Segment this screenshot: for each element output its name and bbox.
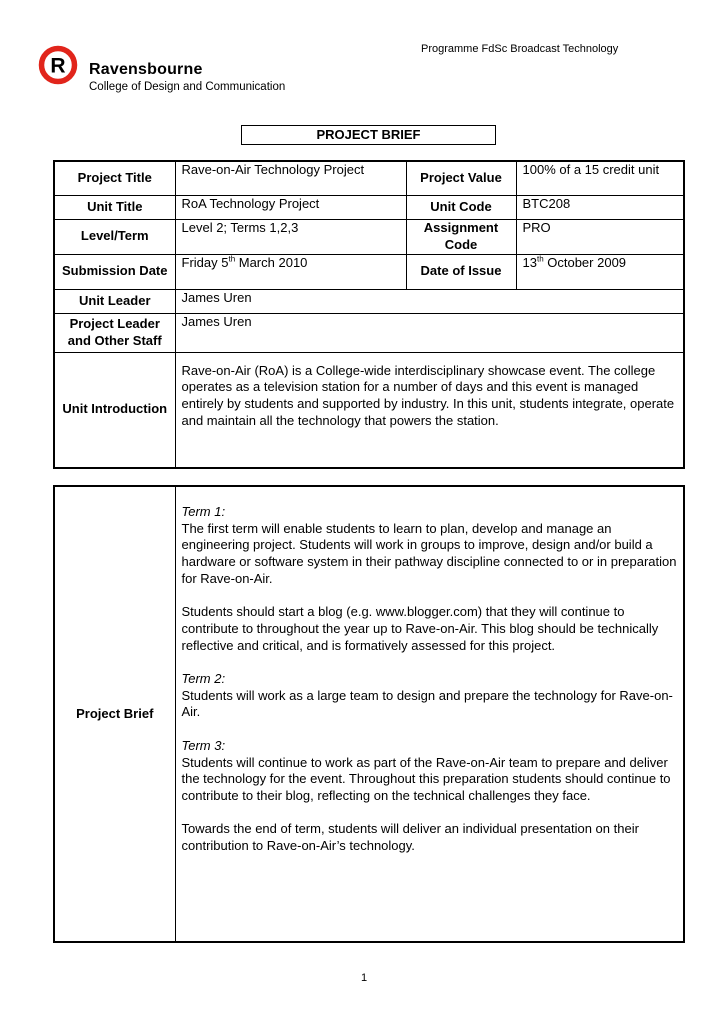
logo-name: Ravensbourne [89,61,203,78]
table-row [54,486,684,942]
unit-introduction-text: Rave-on-Air (RoA) is a College-wide interdisciplinary showcase event. The college operates as a television station for a number of days and this event is managed entirely by students and supported by industry. In this unit, students integrate, operate and maintain all the technology that powers the station. [175,352,684,468]
project-details-table [53,160,685,469]
unit-code-label: Unit Code [406,195,516,219]
unit-leader-value: James Uren [175,289,684,313]
project-leader-label: Project Leader and Other Staff [54,313,175,352]
project-title-label: Project Title [54,161,175,195]
term3-text: Students will continue to work as part of the Rave-on-Air team to prepare and deliver the technology for the event. Throughout this preparation students should continue to contribute to their blog, reflecting on the technical challenges they face. [181,754,671,803]
table-row [54,219,684,254]
project-leader-value: James Uren [175,313,684,352]
project-brief-title: PROJECT BRIEF [241,125,496,145]
project-value-value: 100% of a 15 credit unit [516,161,684,195]
unit-code-value: BTC208 [516,195,684,219]
table-row [54,161,684,195]
assignment-code-label: Assignment Code [406,219,516,254]
term3-section [182,738,680,805]
table-row [54,254,684,289]
ravensbourne-logo-icon [38,45,78,85]
unit-introduction-label: Unit Introduction [54,352,175,468]
logo-letter: R [50,54,66,78]
submission-date-value: Friday 5th March 2010 [175,254,406,289]
term2-text: Students will work as a large team to design and prepare the technology for Rave-on-Air. [181,687,673,720]
page-number: 1 [361,972,368,984]
closing-paragraph: Towards the end of term, students will deliver an individual presentation on their contribution to Rave-on-Air’s technology. [181,821,639,853]
table-row [54,195,684,219]
submission-date-label: Submission Date [54,254,175,289]
table-row [54,352,684,468]
term2-heading: Term 2: [181,671,226,686]
term1-heading: Term 1: [181,504,226,519]
table-row [54,289,684,313]
date-of-issue-value: 13th October 2009 [516,254,684,289]
unit-title-label: Unit Title [54,195,175,219]
unit-title-value: RoA Technology Project [175,195,406,219]
project-value-label: Project Value [406,161,516,195]
blog-paragraph: Students should start a blog (e.g. www.blogger.com) that they will continue to contribute to throughout the year up to Rave-on-Air. This blog should be technically reflective and critical, and is formatively assessed for this project. [181,604,659,653]
programme-header: Programme FdSc Broadcast Technology [421,43,619,55]
project-title-value: Rave-on-Air Technology Project [175,161,406,195]
project-brief-table [53,485,685,943]
term3-heading: Term 3: [181,737,226,753]
level-term-label: Level/Term [54,219,175,254]
project-brief-content [175,486,684,942]
date-of-issue-label: Date of Issue [406,254,516,289]
project-brief-label: Project Brief [54,486,175,942]
table-row [54,313,684,352]
logo-subtitle: College of Design and Communication [89,81,286,93]
term2-section [182,671,680,721]
level-term-value: Level 2; Terms 1,2,3 [175,219,406,254]
unit-leader-label: Unit Leader [54,289,175,313]
term1-text: The first term will enable students to learn to plan, develop and manage an engineering project. Students will work in groups to improve, design and/or build a hardware or software system in their pathway discipline connected to or in preparation for Rave-on-Air. [181,520,677,586]
assignment-code-value: PRO [516,219,684,254]
term1-section [182,504,680,588]
